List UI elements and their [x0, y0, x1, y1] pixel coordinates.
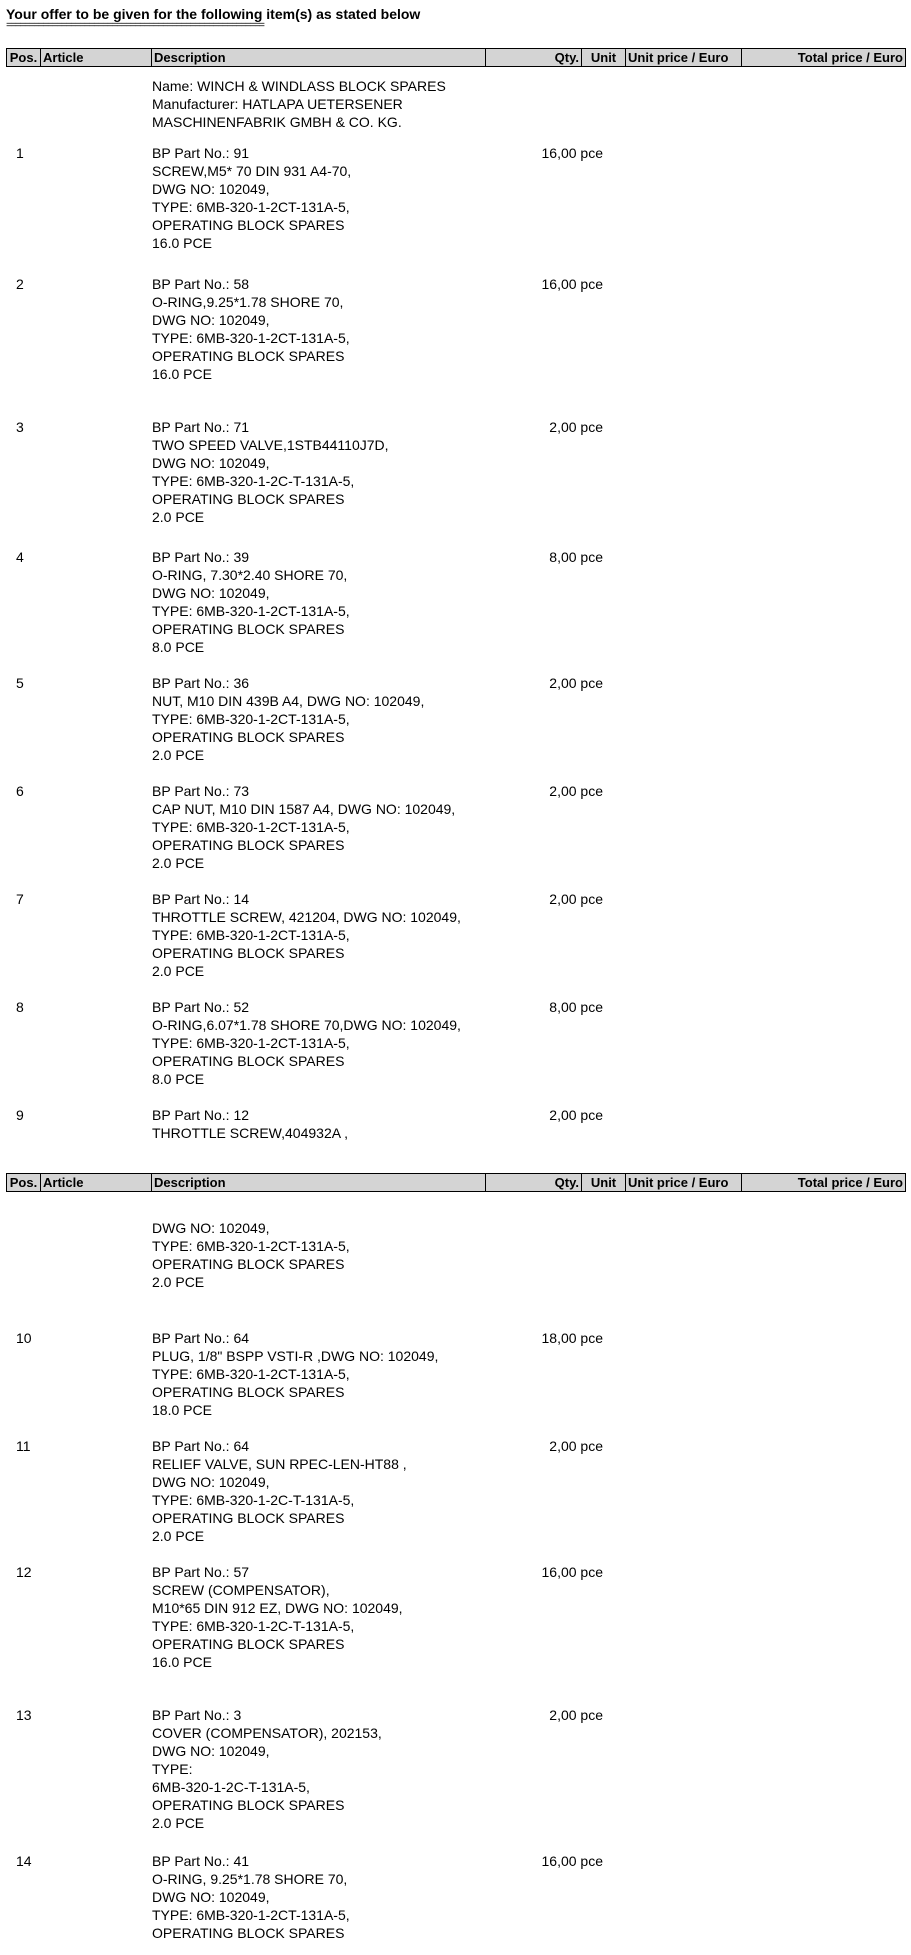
description-line: TYPE: 6MB-320-1-2CT-131A-5, — [152, 1907, 350, 1923]
description-line: DWG NO: 102049, — [152, 1220, 270, 1236]
row-description — [152, 275, 532, 383]
description-line: OPERATING BLOCK SPARES — [152, 1384, 345, 1400]
description-line: 2.0 PCE — [152, 855, 205, 871]
row-description — [152, 674, 532, 764]
title-underline: ======================================================== — [6, 21, 264, 32]
description-line: 16.0 PCE — [152, 1654, 212, 1670]
description-line: THROTTLE SCREW, 421204, DWG NO: 102049, — [152, 909, 461, 925]
header-unit: Unit — [582, 1174, 626, 1191]
description-line: O-RING, 7.30*2.40 SHORE 70, — [152, 567, 348, 583]
row-description — [152, 1852, 532, 1942]
description-line: 2.0 PCE — [152, 509, 205, 525]
row-position: 12 — [16, 1564, 32, 1580]
description-line: RELIEF VALVE, SUN RPEC-LEN-HT88 , — [152, 1456, 407, 1472]
description-line: BP Part No.: 12 — [152, 1107, 250, 1123]
description-line: BP Part No.: 73 — [152, 783, 250, 799]
row-position: 3 — [16, 419, 24, 435]
description-line: TYPE: 6MB-320-1-2C-T-131A-5, — [152, 473, 355, 489]
description-line: TYPE: 6MB-320-1-2CT-131A-5, — [152, 819, 350, 835]
description-line: O-RING,9.25*1.78 SHORE 70, — [152, 294, 344, 310]
row-description — [152, 1706, 532, 1832]
description-line: BP Part No.: 39 — [152, 549, 250, 565]
description-line: 8.0 PCE — [152, 1071, 205, 1087]
description-line: OPERATING BLOCK SPARES — [152, 217, 345, 233]
row-quantity: 2,00 pce — [549, 891, 603, 907]
description-line: TYPE: 6MB-320-1-2C-T-131A-5, — [152, 1618, 355, 1634]
row-description — [152, 1437, 532, 1545]
row-position: 14 — [16, 1853, 32, 1869]
description-line: OPERATING BLOCK SPARES — [152, 348, 345, 364]
row-quantity: 8,00 pce — [549, 999, 603, 1015]
row-position: 2 — [16, 276, 24, 292]
row-description — [152, 1563, 532, 1671]
description-line: BP Part No.: 36 — [152, 675, 250, 691]
table-header — [6, 48, 906, 67]
header-description: Description — [152, 49, 486, 66]
description-line: OPERATING BLOCK SPARES — [152, 491, 345, 507]
description-line: OPERATING BLOCK SPARES — [152, 1510, 345, 1526]
row-position: 8 — [16, 999, 24, 1015]
description-line: 8.0 PCE — [152, 639, 205, 655]
description-line: TYPE: 6MB-320-1-2CT-131A-5, — [152, 1035, 350, 1051]
description-line: OPERATING BLOCK SPARES — [152, 837, 345, 853]
description-line: SCREW,M5* 70 DIN 931 A4-70, — [152, 163, 352, 179]
row-quantity: 2,00 pce — [549, 675, 603, 691]
description-line: M10*65 DIN 912 EZ, DWG NO: 102049, — [152, 1600, 403, 1616]
description-line: 2.0 PCE — [152, 1274, 205, 1290]
description-line: OPERATING BLOCK SPARES — [152, 945, 345, 961]
row-position: 4 — [16, 549, 24, 565]
description-line: BP Part No.: 3 — [152, 1707, 242, 1723]
description-line: DWG NO: 102049, — [152, 312, 270, 328]
description-line: OPERATING BLOCK SPARES — [152, 1256, 345, 1272]
description-line: 16.0 PCE — [152, 366, 212, 382]
description-line: 2.0 PCE — [152, 1815, 205, 1831]
description-line: OPERATING BLOCK SPARES — [152, 1636, 345, 1652]
row-quantity: 16,00 pce — [541, 276, 603, 292]
header-article: Article — [41, 49, 152, 66]
header-description: Description — [152, 1174, 486, 1191]
row-quantity: 16,00 pce — [541, 145, 603, 161]
description-line: TYPE: 6MB-320-1-2CT-131A-5, — [152, 1238, 350, 1254]
row-description — [152, 1219, 532, 1291]
header-qty: Qty. — [486, 49, 582, 66]
row-position: 13 — [16, 1707, 32, 1723]
row-description — [152, 418, 532, 526]
row-quantity: 16,00 pce — [541, 1564, 603, 1580]
row-quantity: 2,00 pce — [549, 783, 603, 799]
row-description — [152, 1329, 532, 1419]
description-line: O-RING,6.07*1.78 SHORE 70,DWG NO: 102049, — [152, 1017, 461, 1033]
description-line: THROTTLE SCREW,404932A , — [152, 1125, 349, 1141]
description-line: TYPE: 6MB-320-1-2CT-131A-5, — [152, 603, 350, 619]
header-pos: Pos. — [7, 1174, 41, 1191]
row-description — [152, 144, 532, 252]
description-line: OPERATING BLOCK SPARES — [152, 1053, 345, 1069]
description-line: DWG NO: 102049, — [152, 1474, 270, 1490]
description-line: 18.0 PCE — [152, 1402, 212, 1418]
description-line: OPERATING BLOCK SPARES — [152, 1797, 345, 1813]
row-quantity: 18,00 pce — [541, 1330, 603, 1346]
description-line: OPERATING BLOCK SPARES — [152, 729, 345, 745]
description-line: OPERATING BLOCK SPARES — [152, 621, 345, 637]
description-line: DWG NO: 102049, — [152, 181, 270, 197]
header-unit: Unit — [582, 49, 626, 66]
description-line: NUT, M10 DIN 439B A4, DWG NO: 102049, — [152, 693, 425, 709]
description-line: 16.0 PCE — [152, 235, 212, 251]
page-title: Your offer to be given for the following item(s) as stated below — [6, 6, 421, 22]
row-position: 11 — [16, 1438, 31, 1454]
description-line: TWO SPEED VALVE,1STB44110J7D, — [152, 437, 389, 453]
description-line: BP Part No.: 58 — [152, 276, 250, 292]
row-position: 5 — [16, 675, 24, 691]
row-description — [152, 890, 532, 980]
row-quantity: 16,00 pce — [541, 1853, 603, 1869]
description-line: COVER (COMPENSATOR), 202153, — [152, 1725, 382, 1741]
description-line: BP Part No.: 52 — [152, 999, 250, 1015]
row-position: 9 — [16, 1107, 24, 1123]
header-total-price: Total price / Euro — [797, 50, 903, 65]
row-quantity: 2,00 pce — [549, 1438, 603, 1454]
description-line: BP Part No.: 57 — [152, 1564, 250, 1580]
description-line: SCREW (COMPENSATOR), — [152, 1582, 330, 1598]
row-quantity: 8,00 pce — [549, 549, 603, 565]
row-position: 6 — [16, 783, 24, 799]
description-line: TYPE: 6MB-320-1-2CT-131A-5, — [152, 927, 350, 943]
manufacturer-line: Manufacturer: HATLAPA UETERSENER — [152, 96, 403, 112]
description-line: TYPE: 6MB-320-1-2CT-131A-5, — [152, 199, 350, 215]
description-line: BP Part No.: 41 — [152, 1853, 250, 1869]
row-description — [152, 782, 532, 872]
description-line: OPERATING BLOCK SPARES — [152, 1925, 345, 1941]
manufacturer-lines — [152, 77, 532, 131]
manufacturer-line: MASCHINENFABRIK GMBH & CO. KG. — [152, 114, 402, 130]
header-unit-price: Unit price / Euro — [626, 49, 742, 66]
description-line: DWG NO: 102049, — [152, 1743, 270, 1759]
description-line: 2.0 PCE — [152, 747, 205, 763]
description-line: DWG NO: 102049, — [152, 455, 270, 471]
header-total-price: Total price / Euro — [797, 1175, 903, 1190]
description-line: BP Part No.: 71 — [152, 419, 250, 435]
row-description — [152, 548, 532, 656]
row-position: 7 — [16, 891, 24, 907]
header-pos: Pos. — [7, 49, 41, 66]
description-line: PLUG, 1/8" BSPP VSTI-R ,DWG NO: 102049, — [152, 1348, 439, 1364]
description-line: TYPE: — [152, 1761, 193, 1777]
table-header — [6, 1173, 906, 1192]
row-position: 10 — [16, 1330, 32, 1346]
header-qty: Qty. — [486, 1174, 582, 1191]
description-line: BP Part No.: 64 — [152, 1438, 250, 1454]
description-line: BP Part No.: 14 — [152, 891, 250, 907]
description-line: BP Part No.: 64 — [152, 1330, 250, 1346]
row-description — [152, 1106, 532, 1142]
description-line: TYPE: 6MB-320-1-2CT-131A-5, — [152, 711, 350, 727]
header-article: Article — [41, 1174, 152, 1191]
header-unit-price: Unit price / Euro — [626, 1174, 742, 1191]
description-line: DWG NO: 102049, — [152, 1889, 270, 1905]
row-position: 1 — [16, 145, 24, 161]
row-quantity: 2,00 pce — [549, 419, 603, 435]
description-line: TYPE: 6MB-320-1-2C-T-131A-5, — [152, 1492, 355, 1508]
description-line: TYPE: 6MB-320-1-2CT-131A-5, — [152, 1366, 350, 1382]
description-line: 2.0 PCE — [152, 1528, 205, 1544]
description-line: O-RING, 9.25*1.78 SHORE 70, — [152, 1871, 348, 1887]
row-quantity: 2,00 pce — [549, 1707, 603, 1723]
row-description — [152, 998, 532, 1088]
description-line: CAP NUT, M10 DIN 1587 A4, DWG NO: 102049, — [152, 801, 456, 817]
description-line: 2.0 PCE — [152, 963, 205, 979]
row-quantity: 2,00 pce — [549, 1107, 603, 1123]
description-line: 6MB-320-1-2C-T-131A-5, — [152, 1779, 310, 1795]
manufacturer-line: Name: WINCH & WINDLASS BLOCK SPARES — [152, 78, 446, 94]
description-line: TYPE: 6MB-320-1-2CT-131A-5, — [152, 330, 350, 346]
description-line: DWG NO: 102049, — [152, 585, 270, 601]
description-line: BP Part No.: 91 — [152, 145, 250, 161]
